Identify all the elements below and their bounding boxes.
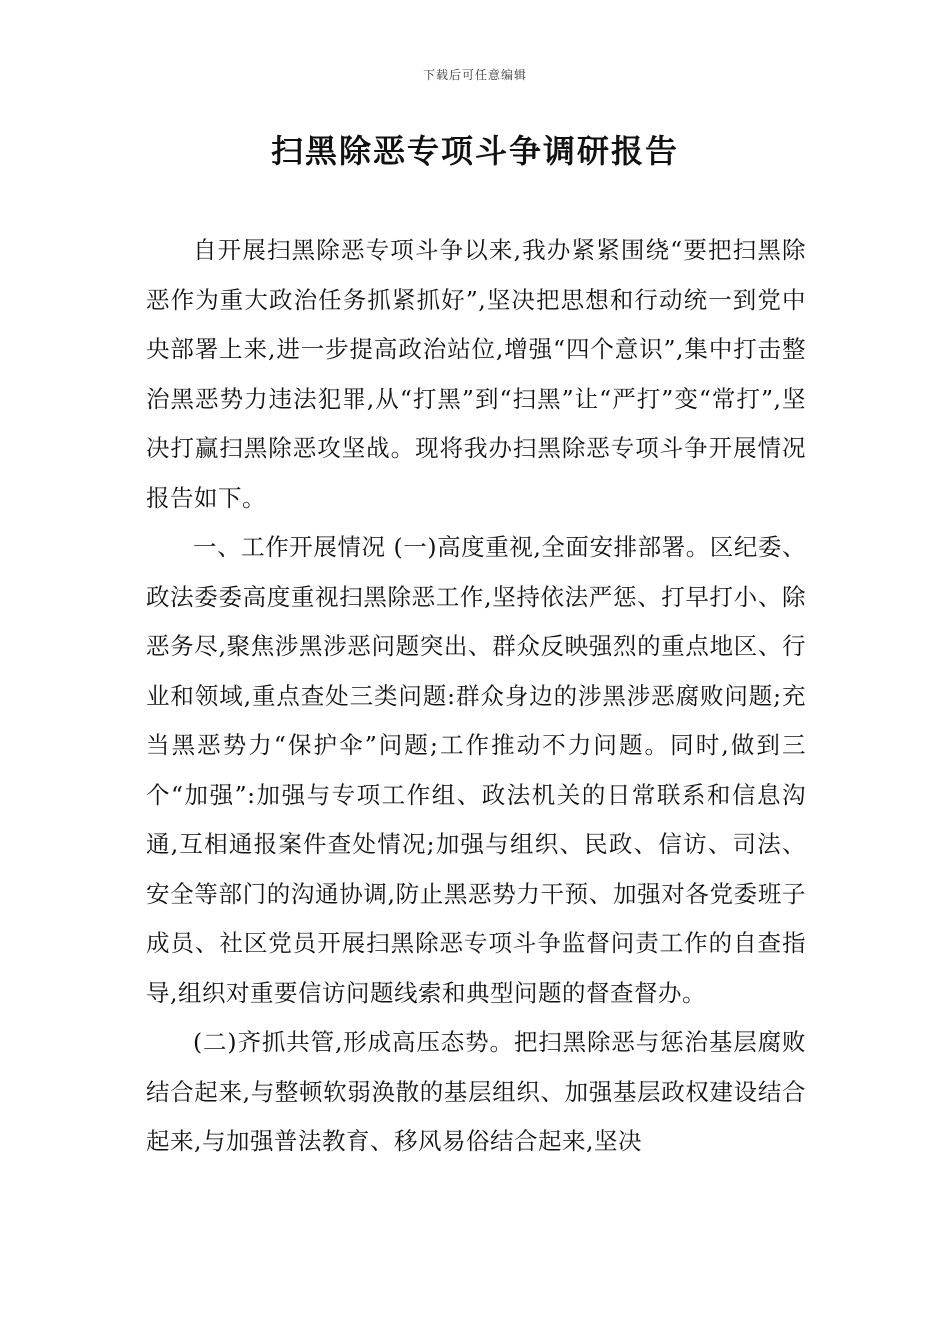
paragraph-section-one: 一、工作开展情况 (一)高度重视,全面安排部署。区纪委、政法委委高度重视扫黑除恶工作,坚持依法严惩、打早打小、除恶务尽,聚焦涉黑涉恶问题突出、群众反映强烈的重点地区、行业和领域,重点查处三类问题:群众身边的涉黑涉恶腐败问题;充当黑恶势力“保护伞”问题;工作推动不力问题。同时,做到三个“加强”:加强与专项工作组、政法机关的日常联系和信息沟通,互相通报案件查处情况;加强与组织、民政、信访、司法、安全等部门的沟通协调,防止黑恶势力干预、加强对各党委班子成员、社区党员开展扫黑除恶专项斗争监督问责工作的自查指导,组织对重要信访问题线索和典型问题的督查督办。 bbox=[146, 533, 806, 1007]
document-title: 扫黑除恶专项斗争调研报告 bbox=[270, 132, 679, 170]
header-note: 下载后可任意编辑 bbox=[422, 68, 527, 82]
paragraph-intro: 自开展扫黑除恶专项斗争以来,我办紧紧围绕“要把扫黑除恶作为重大政治任务抓紧抓好”,坚决把思想和行动统一到党中央部署上来,进一步提高政治站位,增强“四个意识”,集中打击整治黑恶势力违法犯罪,从“打黑”到“扫黑”让“严打”变“常打”,坚决打赢扫黑除恶攻坚战。现将我办扫黑除恶专项斗争开展情况报告如下。 bbox=[146, 236, 806, 512]
document-body bbox=[146, 226, 806, 1167]
paragraph-section-two: (二)齐抓共管,形成高压态势。把扫黑除恶与惩治基层腐败结合起来,与整顿软弱涣散的基层组织、加强基层政权建设结合起来,与加强普法教育、移风易俗结合起来,坚决 bbox=[146, 1028, 806, 1155]
